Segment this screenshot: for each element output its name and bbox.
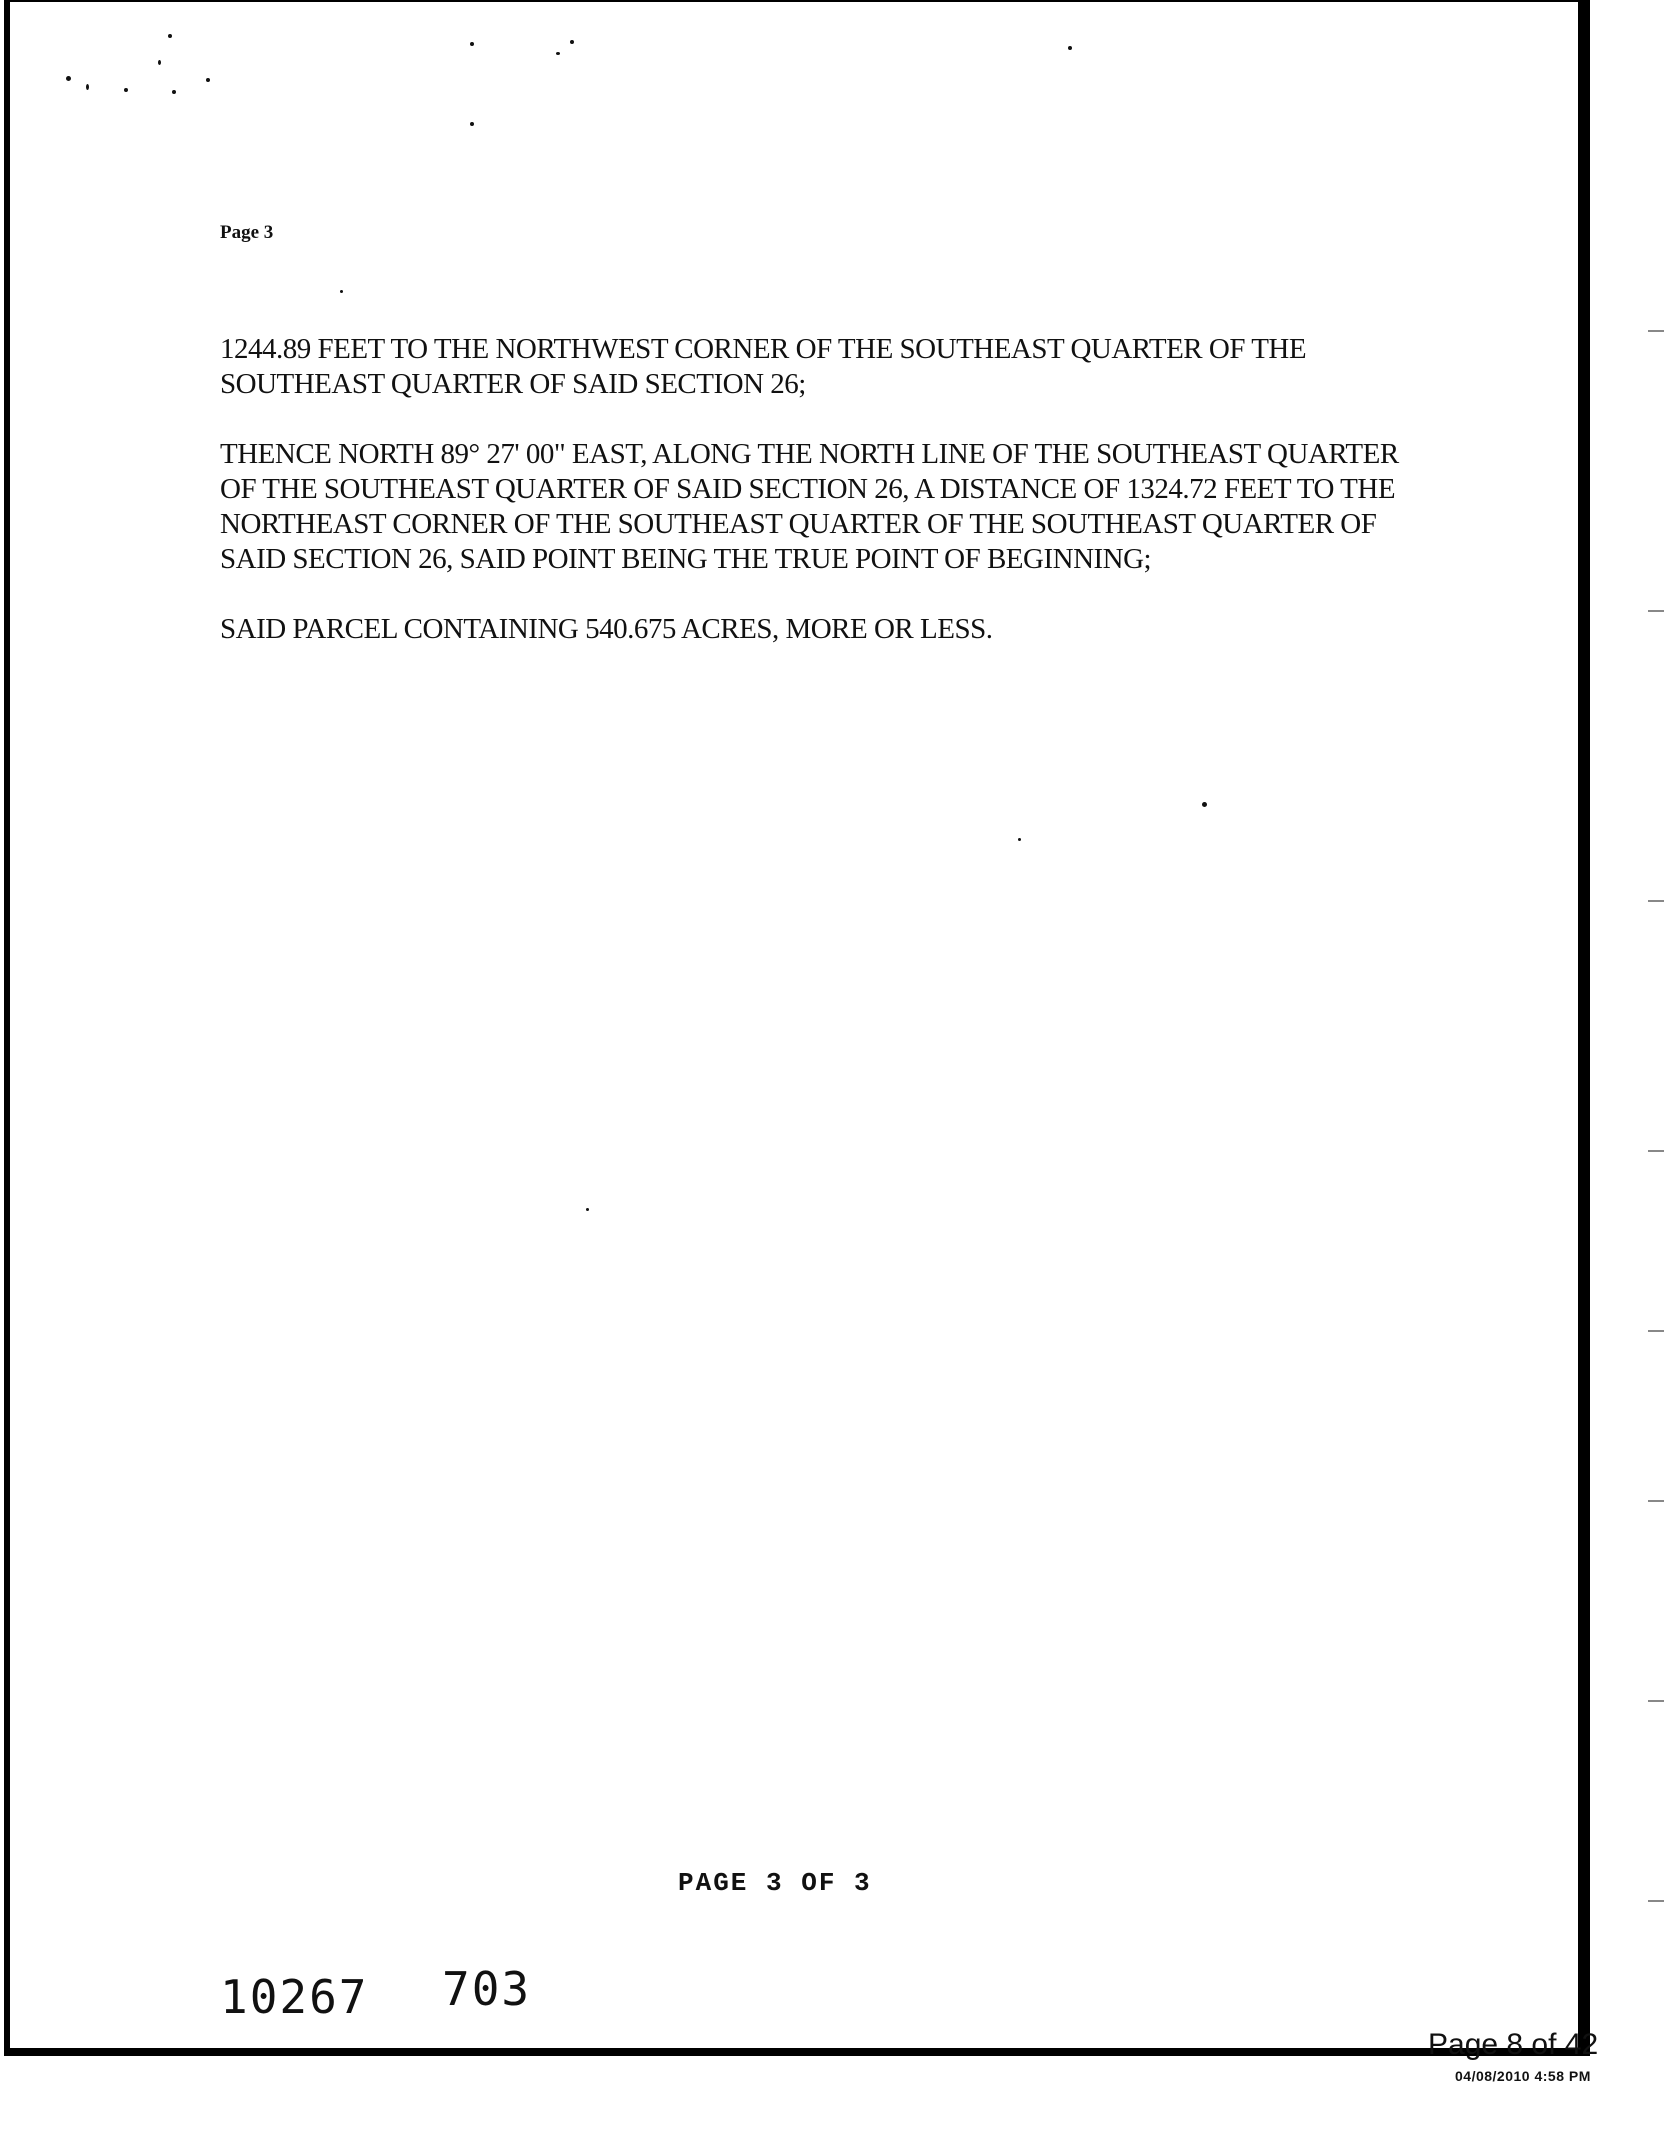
fax-page-counter: Page 8 of 42: [1428, 2028, 1598, 2060]
fax-timestamp: 04/08/2010 4:58 PM: [1455, 2068, 1591, 2084]
scan-speck: [586, 1208, 589, 1211]
scan-speck: [168, 34, 172, 38]
scan-speck: [470, 42, 474, 46]
scan-speck: [66, 76, 71, 81]
book-page-number: 703: [442, 1962, 532, 2016]
paragraph-acreage: SAID PARCEL CONTAINING 540.675 ACRES, MORE OR LESS.: [220, 613, 993, 645]
scan-speck: [1068, 46, 1072, 50]
scan-speck: [86, 84, 89, 90]
scan-speck: [172, 90, 176, 94]
scan-edge-marks: [1624, 0, 1664, 2144]
paragraph-thence: THENCE NORTH 89° 27' 00" EAST, ALONG THE NORTH LINE OF THE SOUTHEAST QUARTER OF THE SOUTHEAST QUARTER OF SAID SECTION 26, A DISTANCE OF 1324.72 FEET TO THE NORTHEAST CORNER OF THE SOUTHEAST QUARTER OF THE SOUTHEAST QUARTER OF SAID SECTION 26, SAID POINT BEING THE TRUE POINT OF BEGINNING;: [220, 438, 1399, 575]
legal-description: [220, 332, 1430, 682]
scan-speck: [158, 60, 161, 65]
scan-speck: [340, 290, 343, 293]
page-of-footer: PAGE 3 OF 3: [678, 1868, 872, 1898]
paragraph-course-end: 1244.89 FEET TO THE NORTHWEST CORNER OF THE SOUTHEAST QUARTER OF THE SOUTHEAST QUARTER OF SAID SECTION 26;: [220, 333, 1307, 400]
book-number: 10267: [220, 1970, 369, 2024]
scan-speck: [124, 88, 128, 92]
scan-speck: [1202, 802, 1207, 807]
scan-speck: [556, 52, 560, 55]
scan-speck: [570, 40, 574, 44]
scan-speck: [206, 78, 210, 82]
page-label: Page 3: [220, 222, 274, 243]
scan-speck: [470, 122, 474, 126]
scanned-page-frame: [4, 0, 1590, 2056]
scan-speck: [1018, 838, 1021, 841]
